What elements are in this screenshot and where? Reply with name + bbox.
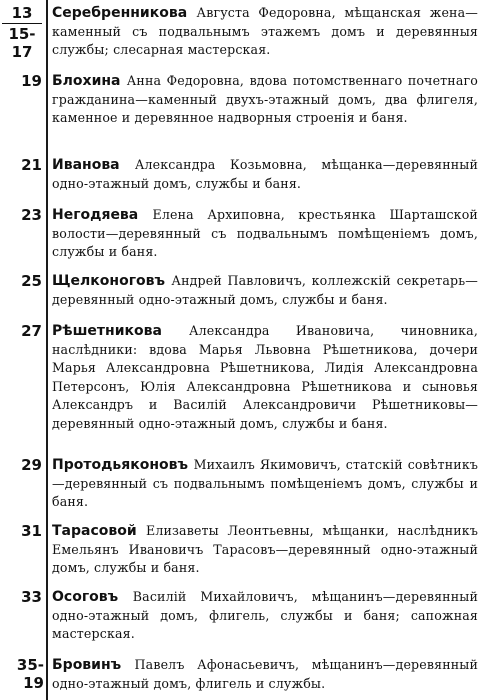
entry-description: Михаилъ Якимовичъ, статскій совѣтникъ—деревянный съ подвальнымъ помѣщеніемъ домъ, службы и баня. xyxy=(52,457,479,509)
house-number: 29 xyxy=(21,456,42,474)
house-number xyxy=(2,4,42,61)
entry-text xyxy=(52,156,478,193)
owner-name: Рѣшетникова xyxy=(52,323,189,339)
house-number: 33 xyxy=(21,588,42,606)
owner-name: Негодяева xyxy=(52,207,153,223)
entry-description: Василій Михайловичъ, мѣщанинъ—деревянный одно-этажный домъ, флигель, службы и баня; сапожная мастерская. xyxy=(52,589,478,641)
house-number: 21 xyxy=(21,156,42,174)
house-number: 25 xyxy=(21,272,42,290)
house-number-top: 13 xyxy=(2,4,42,24)
owner-name: Блохина xyxy=(52,73,127,89)
owner-name: Серебренникова xyxy=(52,5,197,21)
entry-description: Андрей Павловичъ, коллежскій секретарь—деревянный одно-этажный домъ, службы и баня. xyxy=(52,273,478,307)
entry-text xyxy=(52,588,478,644)
entry-text xyxy=(52,322,478,433)
owner-name: Бровинъ xyxy=(52,657,135,673)
house-number: 31 xyxy=(21,522,42,540)
entry-text xyxy=(52,72,478,128)
entry-text xyxy=(52,272,478,309)
entry-description: Павелъ Афонасьевичъ, мѣщанинъ—деревянный одно-этажный домъ, флигель и службы. xyxy=(52,657,479,691)
entry-text xyxy=(52,522,478,578)
owner-name: Иванова xyxy=(52,157,135,173)
entry-description: Августа Федоровна, мѣщанская жена—каменный съ подвальнымъ этажемъ домъ и деревянныя службы; слесарная мастерская. xyxy=(52,5,478,57)
entry-description: Елена Архиповна, крестьянка Шарташской волости—деревянный съ подвальнымъ помѣщеніемъ домъ, службы и баня. xyxy=(52,207,478,259)
entry-description: Анна Федоровна, вдова потомственнаго почетнаго гражданина—каменный двухъ-этажный домъ, два флигеля, каменное и деревянное надворныя строенія и баня. xyxy=(52,73,478,125)
owner-name: Осоговъ xyxy=(52,589,133,605)
entry-text xyxy=(52,4,478,60)
column-divider xyxy=(46,0,48,700)
entry-description: Елизаветы Леонтьевны, мѣщанки, наслѣдникъ Емельянъ Ивановичъ Тарасовъ—деревянный одно-этажный домъ, службы и баня. xyxy=(52,523,478,575)
owner-name: Тарасовой xyxy=(52,523,146,539)
house-number: 19 xyxy=(21,72,42,90)
entry-description: Александра Ивановича, чиновника, наслѣдники: вдова Марья Львовна Рѣшетникова, дочери Марья Александровна Рѣшетникова, Лидія Александровна Петерсонъ, Юлія Александровна Рѣшетникова и сыновья Александръ и Василій Александровичи Рѣшетниковы—деревянный одно-этажный домъ, службы и баня. xyxy=(52,323,478,431)
entry-text xyxy=(52,206,478,262)
house-number-bottom: 15-17 xyxy=(8,25,36,61)
owner-name: Протодьяконовъ xyxy=(52,457,194,473)
owner-name: Щелконоговъ xyxy=(52,273,172,289)
house-number: 27 xyxy=(21,322,42,340)
entry-text xyxy=(52,456,478,512)
house-number: 35-19 xyxy=(16,656,44,692)
entry-description: Александра Козьмовна, мѣщанка—деревянный одно-этажный домъ, службы и баня. xyxy=(52,157,478,191)
entry-text xyxy=(52,656,478,693)
house-number: 23 xyxy=(21,206,42,224)
